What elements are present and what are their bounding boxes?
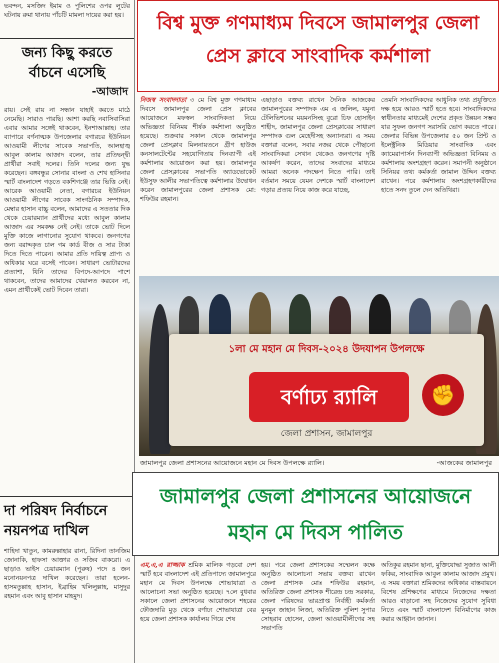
article2-col1: [140, 561, 256, 661]
left-column: [0, 0, 135, 663]
divider: [0, 38, 134, 39]
top-headline-box: [137, 0, 499, 92]
divider: [0, 496, 134, 497]
mid-headline-line2: মহান মে দিবস পালিত: [227, 520, 404, 544]
article2-col2: হয়। পরে জেলা প্রশাসকের সম্মেলন কক্ষে অনুষ্ঠিত আলোচনা সভায় বক্তব্য রাখেন জেলা প্রশাসক মোঃ শফিউর রহমান, অতিরিক্ত জেলা প্রশাসক শীরেন্দ্র চন্দ্র সরকার, জেলা পরিষদের ভারপ্রাপ্ত নির্বাহী কর্মকর্তা মুনমুন জাহান লিজা, অতিরিক্ত পুলিশ সুপার সোহরাব হোসেন, জেলা আওয়ামীলীগের সহ সভাপতি: [261, 562, 375, 632]
left-headline-line2: র্বাচনে এসেছি: [28, 65, 106, 81]
banner-bottom-text: জেলা প্রশাসন, জামালপুর: [280, 429, 373, 439]
top-headline-line1: বিশ্ব মুক্ত গণমাধ্যম দিবসে জামালপুর জেলা: [156, 12, 480, 34]
raised-fist-icon: ✊: [422, 374, 464, 416]
left-headline2-line1: দা পরিষদ নির্বাচনে: [4, 503, 108, 519]
article1-col3: তেমনি সাংবাদিকদের আধুনিক তথ্য প্রযুক্তিতে দক্ষ হয়ে আরও স্মার্ট হতে হবে। সাংবাদিকদের স্বাধীনতার মাধ্যমেই দেশের প্রকৃত উন্নয়ন সম্ভব যার সুফল জনগণ সরাসরি ভোগ করতে পারে। জেলার বিভিন্ন উপজেলার ৫০ জন প্রিন্ট ও ইলেক্ট্রনিক মিডিয়ার সাংবাদিক এবং ক্যামেরাপার্সন দিনব্যাপী অভিজ্ঞতা বিনিময় ও কর্মশালায় অংশগ্রহণ করেন। সমাপনী অনুষ্ঠানে সিনিয়র তথ্য কর্মকর্তা জামাল উদ্দিন বক্তব্য রাখেন। পরে কর্মশালায় অংশগ্রহণকারীদের হাতে সনদ তুলে দেন অতিথিরা।: [381, 97, 496, 194]
mid-headline-box: [132, 472, 499, 556]
mid-headline-line1: জামালপুর জেলা প্রশাসনের আয়োজনে: [159, 484, 472, 508]
article2-col1-text: শ্রমিক মালিক গড়বো দেশ স্মার্ট হবে বাংলাদেশ এই প্রতিপাদ্যে জামালপুরে মহান মে দিবস উপলক্ষে শোভাযাত্রা ও আলোচনা সভা অনুষ্ঠিত হয়েছে। ৭লে বুধবার সকালে জেলা প্রশাসনের আয়োজনে শহরের ফৌজদারি মুড় থেকে বর্ণাঢ্য শোভাযাত্রা বের হয়ে জেলা প্রশাসক কার্যালয় গিয়ে শেষ: [140, 562, 256, 623]
photo-caption: [140, 457, 498, 469]
rally-photo: [139, 276, 499, 456]
left-body-text: রায়। সেই রায় না সন্ধান যাহাই করতে মাঠে নেমেছি। সারাও পারছি। আশা করছি নবাসিবাসিরা এবার আমার সঙ্গেই থাকবেন, ইনশাআল্লাহ। তার ব্যাপারে বর্ণনাত্মক উপজেলার বগারচর ইউনিয়ন আওয়ামী লীগের সাবেক সভাপতি, আলহাজ্ব আবুল কালাম আজাদ বলেন, তার প্রতিদ্বন্দ্বী প্রার্থীরা সবাই দলের। তিনি দলের জন্য যুদ্ধ করেছেন। বঙ্গবন্ধুর সোনার বাংলা ও শেখ হাসিনার স্মার্ট বাংলাদেশ গড়তে বকশিগঞ্জে তার ভিত্তি নেই। আরেক আওয়ামী নেতা, বগারচর ইউনিয়ন আওয়ামী লীগের সাবেক সাংগঠনিক সম্পাদক, মেম্বার হাসান বাচ্চু বলেন, আমাদের এ সততার দিক থেকে চেয়ারম্যান প্রার্থীদের মধ্যে আবুল কালাম আজাদ এর সমকক্ষ নেই নেই। তাকে ভোট দিলে মুক্তি কাজে লাগানোর সুযোগ থাকবে। জনগণের জন্য বরাদ্দকৃত চাল গম কার্ড বীজ ও সার টাকা দিতে দিতে পারেন। আমার প্রতি দায়িত্ব প্রাপ্য ও অধিকার ঘরে বসেই পাবেন। সাধারণ ভোটারদের প্রত্যাশা, যিনি তাদের বিপদে-আপদে পাশে থাকবেন, তাদের আমাদের খেয়ালত করবেন না, এমন প্রার্থীকেই ভোট দিবেন তারা।: [4, 107, 130, 294]
article1-col1: [140, 96, 256, 272]
left-top-text: ভবন্দন, মসজিদ ইমাম ও পুলিশের ওপর লুটের ঘটনায় রুমা থানায় পাঁচটি মামলা দায়ের করা হয়।: [4, 3, 130, 19]
banner-main-text: বর্ণাঢ্য র‍্যালি: [249, 372, 409, 422]
left-headline2-line2: নয়নপত্র দাখিল: [4, 523, 89, 539]
article1-kicker: নিজস্ব সংবাদদাতা: [140, 97, 187, 104]
article1-col1-text: ৩ মে বিশ্ব মুক্ত গণমাধ্যম দিবসে জামালপুর জেলা প্রেস ক্লাবের আয়োজনে মফস্বল সাংবাদিকতা নিয়ে অভিজ্ঞতা বিনিময় শীর্ষক কর্মশালা অনুষ্ঠিত হয়েছে। শুক্রবার সকাল থেকে জামালপুর জেলা প্রেসক্লাব মিলনায়তনে গ্রীণ হাউজ কনসালটেন্টের সহযোগিতায় দিনব্যাপী এই কর্মশালার আয়োজন করা হয়। জামালপুর জেলা প্রেসক্লাবের সভাপতি অ্যাডভোকেট ইউসুফ আলীর সভাপতিত্বে কর্মশালার উদ্বোধন করেন জামালপুরের জেলা প্রশাসক মো: শফিউর রহমান।: [140, 97, 256, 203]
article1-col2: এছাড়াও বক্তব্য রাখেন দৈনিক আজকের জামালপুরের সম্পাদক এম এ জলিল, যমুনা টেলিভিশনের ময়মনসিংহ বুরো চিফ হোসাইন শাহীদ, জামালপুর জেলা প্রেসক্লাবের সাধারণ সম্পাদক গুল মেহেদীসহ অন্যান্যরা। এ সময় বক্তারা বলেন, সবার নজর থেকে পৌছানো সাংবাদিকরা সেখান থেকেও জনগণের দৃষ্টি আকর্ষণ করেন, তাদের সংবাদের মাধ্যমে আমরা অনেক পদক্ষেপ নিতে পারি। তাই বর্তমান সময়ে যেমন দেশকে স্মার্ট বাংলাদেশ গড়ার প্রত্যয় নিয়ে কাজ করে যাচ্ছে,: [261, 97, 375, 194]
banner-top-text: ১লা মে মহান মে দিবস-২০২৪ উদযাপন উপলক্ষে: [228, 344, 425, 355]
top-headline-line2: প্রেস ক্লাবে সাংবাদিক কর্মশালা: [205, 45, 431, 67]
article2-col3: অতিকুর রহমান ছানা, মুক্তিযোদ্ধা সুজাত আলী ফকির, সাংবাদিক আবুল কালাম আজাদ প্রমুখ। এ সময় বক্তারা শ্রমিকদের অধিকার বাস্তবায়নে বিশেষ প্রশিক্ষণের মাধ্যমে নিজেদের দক্ষতা আরও বাড়ানো সহ নিজেদের সুযোগ সুবিধা নিতে এবং স্মার্ট বাংলাদেশ বিনির্মাণের কাজ করার আহ্বান জানান।: [381, 562, 496, 623]
photo-caption-text: জামালপুর জেলা প্রশাসনের আয়োজনে মহান মে দিবস উপলক্ষে র‍্যালি।: [140, 459, 325, 467]
left-bottom-text: শাহিদা খাতুন, কামরুল্লাহার রানা, রিদিনা তানজিম জোনাকি, হাফসা আক্তার ও সজিব বাকরো। এ ছাড়াও ভাইস চেয়ারম্যান (পুরুষ) পদে ৪ জন মনোনয়নপত্র দাখিল করেছেন। তারা হলেন- হাসমতুল্লাহ হাসান, ইব্রাহিম খলিলুল্লাহ, মাসুদুর রহমান এবং আবু হাসান মাহমুদ।: [4, 548, 130, 600]
photo-credit: -আজকের জামালপুর: [436, 459, 492, 467]
left-byline: -আজাদ: [91, 85, 128, 98]
left-headline-line1: জন্য কিছু করতে: [21, 45, 113, 61]
rally-banner: [169, 334, 484, 446]
article2-kicker: এম,এ,এ রাজ্জাক: [140, 562, 185, 569]
